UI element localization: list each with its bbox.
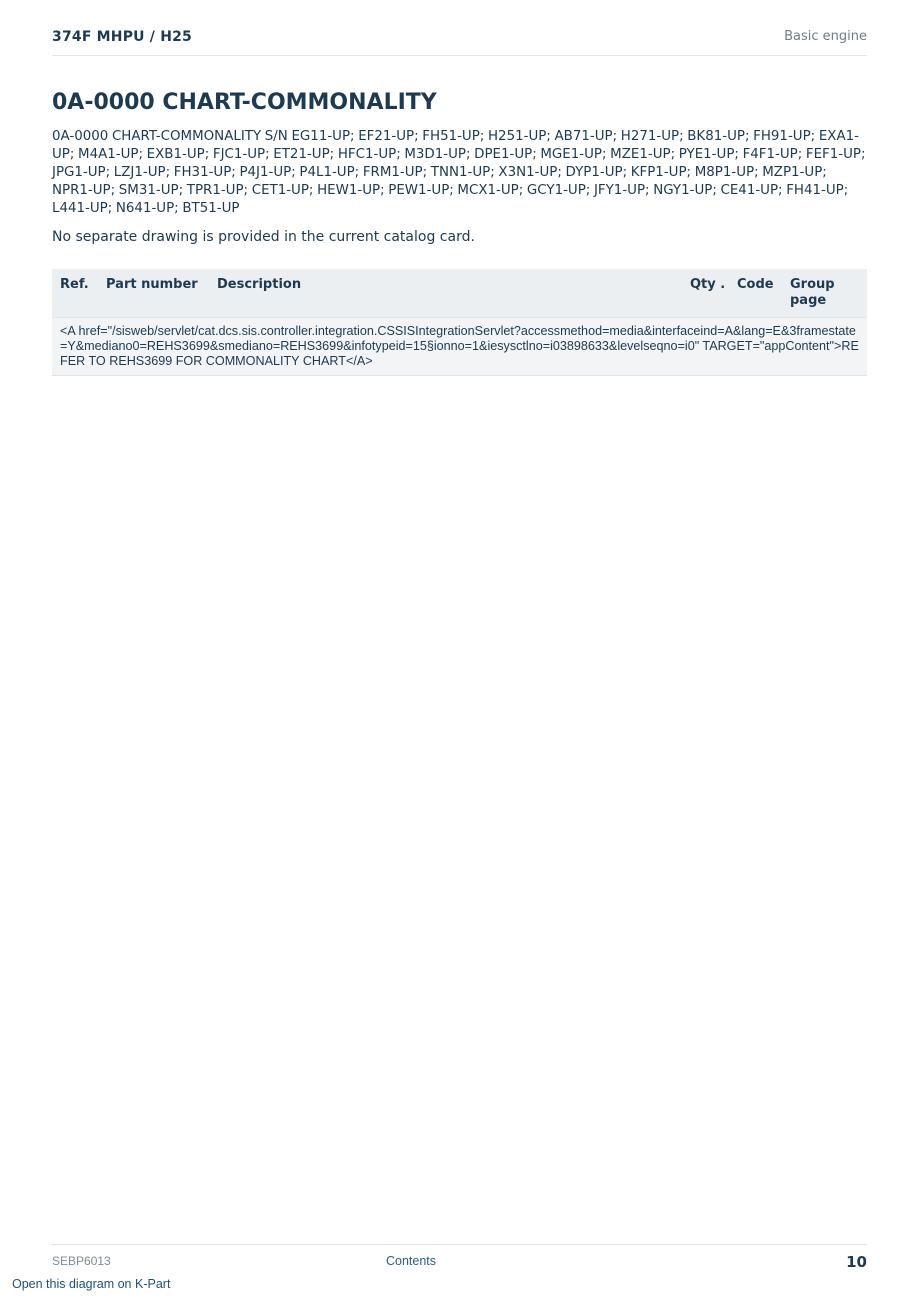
page-number: 10 bbox=[846, 1253, 867, 1271]
open-in-kpart-link[interactable]: Open this diagram on K-Part bbox=[12, 1277, 171, 1291]
section-name: Basic engine bbox=[784, 29, 867, 44]
page-footer bbox=[52, 1244, 867, 1275]
column-header-ref: Ref. bbox=[60, 277, 89, 292]
page-title: 0A-0000 CHART-COMMONALITY bbox=[52, 90, 437, 115]
column-header-description: Description bbox=[217, 277, 302, 292]
commonality-reference-text: <A href="/sisweb/servlet/cat.dcs.sis.controller.integration.CSSISIntegrationServlet?accessmethod=media&interfaceind=A&lang=E&3framestate=Y&mediano0=REHS3699&smediano=REHS3699&infotypeid=15§ionno=1&iesysctlno=i03898633&levelseqno=i0" TARGET="appContent">REFER TO REHS3699 FOR COMMONALITY CHART</A> bbox=[60, 324, 859, 368]
table-header bbox=[52, 269, 867, 318]
column-header-code: Code bbox=[737, 277, 774, 292]
contents-link[interactable]: Contents bbox=[386, 1254, 437, 1268]
document-id: SEBP6013 bbox=[52, 1254, 111, 1268]
catalog-page bbox=[52, 0, 867, 1300]
column-header-group-page: Group page bbox=[790, 277, 835, 308]
parts-table bbox=[52, 269, 867, 376]
model-line: 374F MHPU / H25 bbox=[52, 29, 192, 45]
drawing-note: No separate drawing is provided in the current catalog card. bbox=[52, 229, 475, 245]
page-header bbox=[52, 29, 867, 56]
table-row bbox=[52, 318, 867, 376]
serial-number-list: 0A-0000 CHART-COMMONALITY S/N EG11-UP; EF21-UP; FH51-UP; H251-UP; AB71-UP; H271-UP; BK81-UP; FH91-UP; EXA1-UP; M4A1-UP; EXB1-UP; FJC1-UP; ET21-UP; HFC1-UP; M3D1-UP; DPE1-UP; MGE1-UP; MZE1-UP; PYE1-UP; F4F1-UP; FEF1-UP; JPG1-UP; LZJ1-UP; FH31-UP; P4J1-UP; P4L1-UP; FRM1-UP; TNN1-UP; X3N1-UP; DYP1-UP; KFP1-UP; M8P1-UP; MZP1-UP; NPR1-UP; SM31-UP; TPR1-UP; CET1-UP; HEW1-UP; PEW1-UP; MCX1-UP; GCY1-UP; JFY1-UP; NGY1-UP; CE41-UP; FH41-UP; L441-UP; N641-UP; BT51-UP bbox=[52, 129, 866, 216]
column-header-part-number: Part number bbox=[106, 277, 198, 292]
column-header-qty: Qty . bbox=[690, 277, 726, 292]
